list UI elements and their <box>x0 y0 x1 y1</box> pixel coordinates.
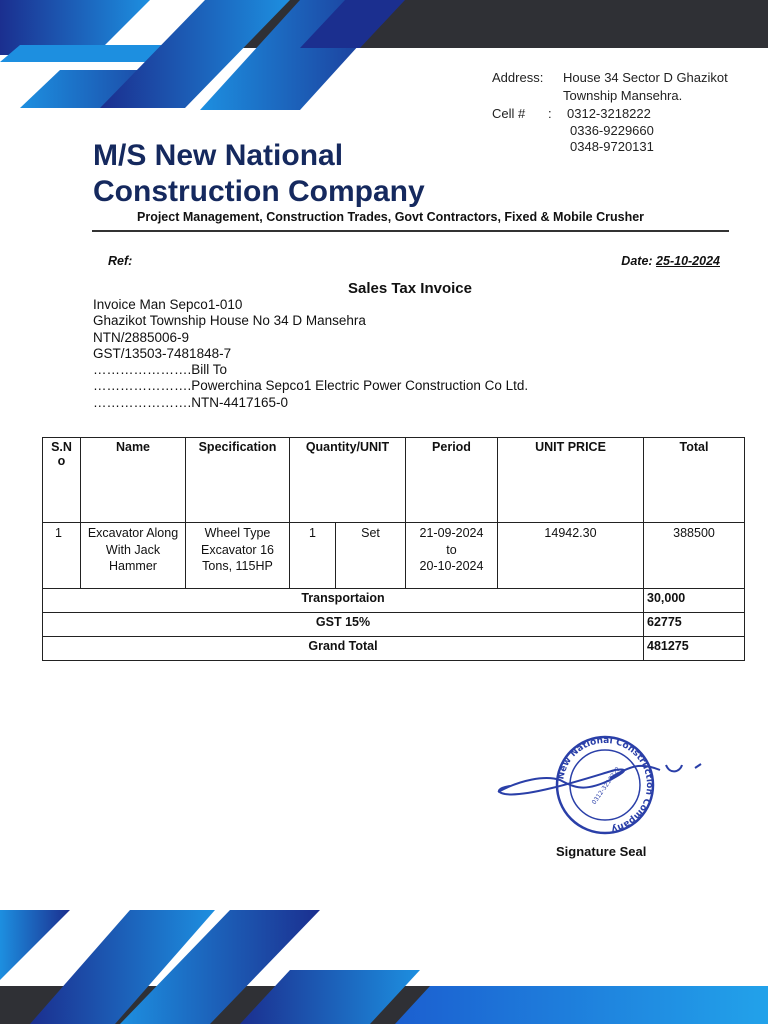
signature-seal-label: Signature Seal <box>556 844 647 859</box>
info-bill-to: ………………….Bill To <box>93 362 228 378</box>
cell-name: Excavator Along With Jack Hammer <box>81 523 186 589</box>
invoice-title: Sales Tax Invoice <box>348 280 472 297</box>
company-name <box>93 138 425 210</box>
header-total: Total <box>644 438 745 523</box>
address-line-1: House 34 Sector D Ghazikot <box>563 70 728 85</box>
signature-seal-stamp <box>490 730 730 840</box>
cell-number-3: 0348-9720131 <box>570 139 654 154</box>
cell-number-1: 0312-3218222 <box>567 106 651 121</box>
info-gst: GST/13503-7481848-7 <box>93 345 232 361</box>
summary-row-gst <box>43 613 745 637</box>
address-label: Address: <box>492 70 544 85</box>
company-name-line-1: M/S New National <box>93 139 344 172</box>
table-row <box>43 523 745 589</box>
invoice-items-table <box>42 437 745 661</box>
cell-sno: 1 <box>43 523 81 589</box>
invoice-date <box>621 254 720 268</box>
grand-total-value: 481275 <box>644 637 745 661</box>
cell-period <box>406 523 498 589</box>
info-invoice-number: Invoice Man Sepco1-010 <box>93 297 243 312</box>
company-name-line-2: Construction Company <box>93 175 425 208</box>
cell-total: 388500 <box>644 523 745 589</box>
header-divider <box>92 230 729 232</box>
period-from: 21-09-2024 <box>419 526 484 540</box>
info-ntn: NTN/2885006-9 <box>93 329 190 345</box>
period-to: 20-10-2024 <box>419 559 484 573</box>
info-client-ntn: ………………….NTN-4417165-0 <box>93 394 289 410</box>
transportation-label: Transportaion <box>43 589 644 613</box>
cell-number-2: 0336-9229660 <box>570 123 654 138</box>
date-label: Date: <box>621 254 653 268</box>
table-header-row <box>43 438 745 523</box>
gst-label: GST 15% <box>43 613 644 637</box>
header-specification: Specification <box>186 438 290 523</box>
ref-label: Ref: <box>108 254 133 268</box>
summary-row-grand-total <box>43 637 745 661</box>
header-quantity-unit: Quantity/UNIT <box>290 438 406 523</box>
company-tagline: Project Management, Construction Trades, Govt Contractors, Fixed & Mobile Crusher <box>137 210 645 224</box>
header-sno: S.N o <box>43 438 81 523</box>
transportation-value: 30,000 <box>644 589 745 613</box>
cell-quantity: 1 <box>290 523 336 589</box>
gst-value: 62775 <box>644 613 745 637</box>
seal-numbers: 0312-3218222 <box>590 765 622 806</box>
cell-unit-price: 14942.30 <box>498 523 644 589</box>
info-client-name: ………………….Powerchina Sepco1 Electric Power Construction Co Ltd. <box>93 378 529 394</box>
cell-unit: Set <box>336 523 406 589</box>
cell-specification: Wheel Type Excavator 16 Tons, 115HP <box>186 523 290 589</box>
summary-row-transportation <box>43 589 745 613</box>
cell-separator: : <box>548 106 552 121</box>
bottom-decorative-banner <box>0 900 768 1024</box>
header-unit-price: UNIT PRICE <box>498 438 644 523</box>
seal-text: New National Construction Company <box>556 735 655 834</box>
cell-label: Cell # <box>492 106 526 121</box>
invoice-info-block <box>93 297 528 411</box>
header-period: Period <box>406 438 498 523</box>
info-address: Ghazikot Township House No 34 D Mansehra <box>93 313 366 329</box>
date-value: 25-10-2024 <box>656 254 720 268</box>
header-name: Name <box>81 438 186 523</box>
grand-total-label: Grand Total <box>43 637 644 661</box>
period-to-word: to <box>446 542 457 557</box>
address-line-2: Township Mansehra. <box>563 88 683 103</box>
